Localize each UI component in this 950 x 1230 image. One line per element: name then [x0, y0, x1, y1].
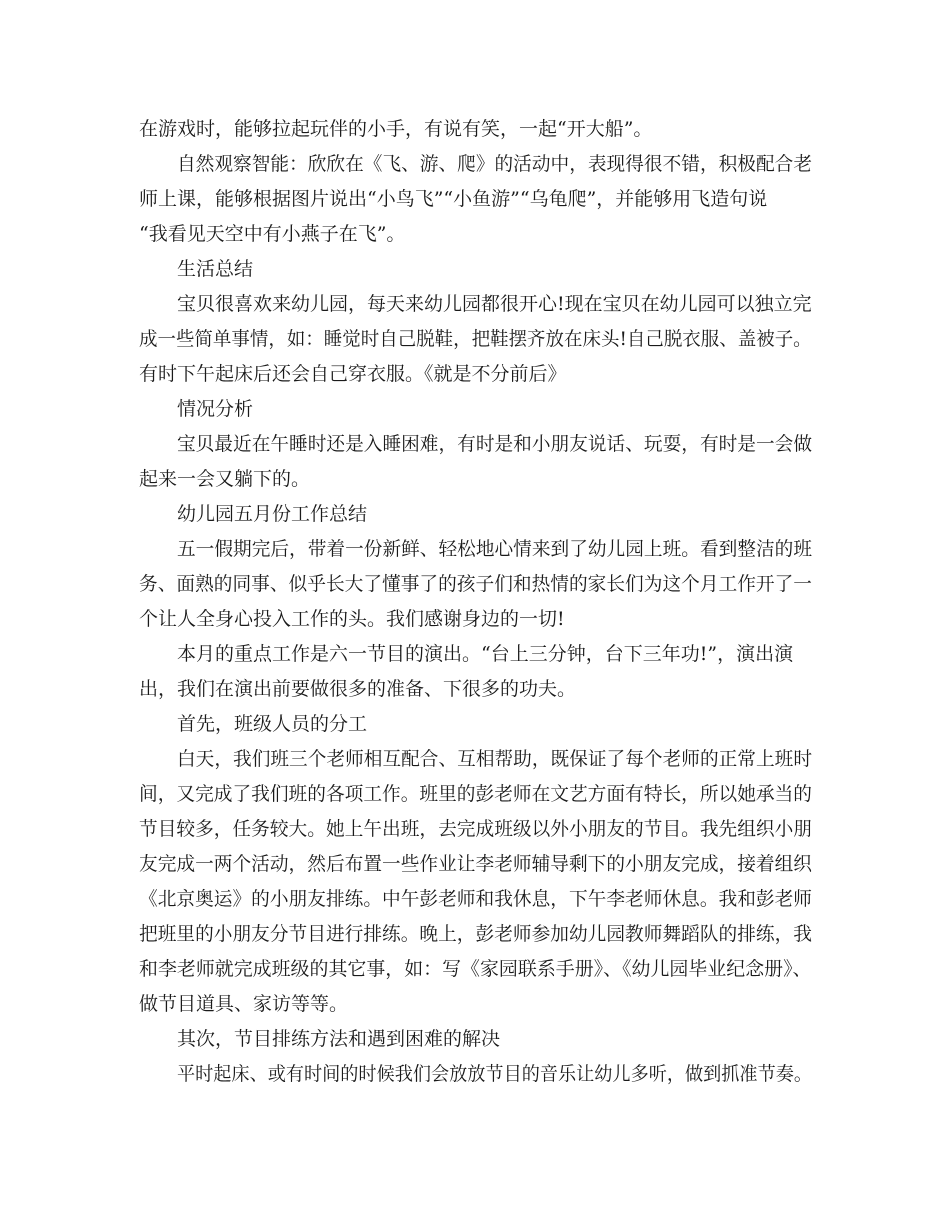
section-heading — [0, 497, 950, 531]
text-line — [0, 672, 950, 706]
text-line — [0, 217, 950, 251]
line-text: 和李老师就完成班级的其它事，如：写《家园联系手册》、《幼儿园毕业纪念册》、 — [139, 958, 812, 980]
text-line — [0, 427, 950, 461]
line-text: 起来一会又躺下的。 — [139, 468, 311, 490]
line-text: 情况分析 — [177, 398, 254, 420]
line-text: 五一假期完后，带着一份新鲜、轻松地心情来到了幼儿园上班。看到整洁的班 — [177, 538, 813, 560]
line-text: “我看见天空中有小燕子在飞”。 — [139, 223, 406, 245]
line-text: 出，我们在演出前要做很多的准备、下很多的功夫。 — [139, 678, 577, 700]
line-text: 本月的重点工作是六一节目的演出。“台上三分钟，台下三年功!”，演出演 — [177, 643, 794, 665]
section-heading — [0, 707, 950, 741]
section-heading — [0, 1022, 950, 1056]
line-text: 首先，班级人员的分工 — [177, 713, 368, 735]
text-line — [0, 917, 950, 951]
line-text: 间，又完成了我们班的各项工作。班里的彭老师在文艺方面有特长，所以她承当的 — [139, 783, 813, 805]
line-text: 幼儿园五月份工作总结 — [177, 503, 368, 525]
line-text: 《北京奥运》的小朋友排练。中午彭老师和我休息，下午李老师休息。我和彭老师 — [139, 888, 813, 910]
line-text: 做节目道具、家访等等。 — [139, 993, 349, 1015]
text-line — [0, 567, 950, 601]
text-line — [0, 777, 950, 811]
text-line — [0, 532, 950, 566]
text-line — [0, 602, 950, 636]
text-line — [0, 112, 950, 146]
text-line — [0, 882, 950, 916]
text-line — [0, 287, 950, 321]
text-line — [0, 637, 950, 671]
line-text: 个让人全身心投入工作的头。我们感谢身边的一切! — [139, 608, 565, 630]
text-line — [0, 322, 950, 356]
line-text: 节目较多，任务较大。她上午出班，去完成班级以外小朋友的节目。我先组织小朋 — [139, 818, 813, 840]
line-text: 师上课，能够根据图片说出“小鸟飞”“小鱼游”“乌龟爬”，并能够用飞造句说 — [139, 188, 768, 210]
section-heading — [0, 392, 950, 426]
line-text: 其次，节目排练方法和遇到困难的解决 — [177, 1028, 501, 1050]
line-text: 务、面熟的同事、似乎长大了懂事了的孩子们和热情的家长们为这个月工作开了一 — [139, 573, 813, 595]
line-text: 有时下午起床后还会自己穿衣服。《就是不分前后》 — [139, 363, 567, 385]
line-text: 自然观察智能：欣欣在《飞、游、爬》的活动中，表现得很不错，积极配合老 — [177, 153, 813, 175]
line-text: 友完成一两个活动，然后布置一些作业让李老师辅导剩下的小朋友完成，接着组织 — [139, 853, 813, 875]
text-line — [0, 462, 950, 496]
text-line — [0, 182, 950, 216]
text-line — [0, 1057, 950, 1091]
line-text: 在游戏时，能够拉起玩伴的小手，有说有笑，一起“开大船”。 — [139, 118, 653, 140]
text-line — [0, 812, 950, 846]
line-text: 生活总结 — [177, 258, 254, 280]
text-line — [0, 987, 950, 1021]
line-text: 宝贝很喜欢来幼儿园，每天来幼儿园都很开心!现在宝贝在幼儿园可以独立完 — [177, 293, 812, 315]
text-line — [0, 952, 950, 986]
text-line — [0, 847, 950, 881]
section-heading — [0, 252, 950, 286]
line-text: 平时起床、或有时间的时候我们会放放节目的音乐让幼儿多听，做到抓准节奏。 — [177, 1063, 813, 1085]
text-line — [0, 742, 950, 776]
line-text: 白天，我们班三个老师相互配合、互相帮助，既保证了每个老师的正常上班时 — [177, 748, 813, 770]
text-line — [0, 147, 950, 181]
line-text: 把班里的小朋友分节目进行排练。晚上，彭老师参加幼儿园教师舞蹈队的排练，我 — [139, 923, 813, 945]
line-text: 宝贝最近在午睡时还是入睡困难，有时是和小朋友说话、玩耍，有时是一会做 — [177, 433, 813, 455]
line-text: 成一些简单事情，如：睡觉时自己脱鞋，把鞋摆齐放在床头!自己脱衣服、盖被子。 — [139, 328, 812, 350]
text-line — [0, 357, 950, 391]
